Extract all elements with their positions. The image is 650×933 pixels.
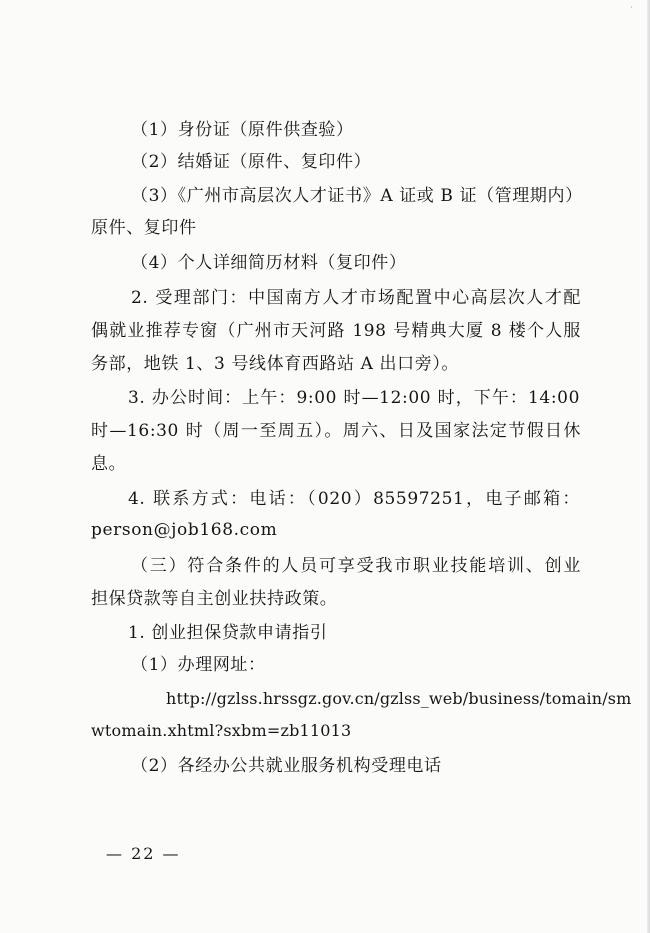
document-line-3: （3）《广州市高层次人才证书》A 证或 B 证（管理期内） (131, 186, 583, 206)
document-line-18: http://gzlss.hrssgz.gov.cn/gzlss_web/business/tomain/sm (166, 689, 632, 708)
document-line-19: wtomain.xhtml?sxbm=zb11013 (91, 721, 352, 740)
document-line-14: （三）符合条件的人员可享受我市职业技能培训、创业 (131, 556, 581, 576)
document-line-1: （1）身份证（原件供查验） (131, 120, 354, 140)
document-line-6: 2. 受理部门：中国南方人才市场配置中心高层次人才配 (131, 288, 581, 308)
document-line-12: 4. 联系方式：电话：（020）85597251，电子邮箱： (128, 489, 580, 509)
document-line-15: 担保贷款等自主创业扶持政策。 (91, 589, 338, 609)
document-line-10: 时—16:30 时（周一至周五）。周六、日及国家法定节假日休 (91, 421, 581, 441)
document-line-5: （4）个人详细简历材料（复印件） (131, 253, 407, 273)
document-line-11: 息。 (91, 454, 127, 474)
document-line-8: 务部，地铁 1、3 号线体育西路站 A 出口旁）。 (91, 354, 460, 374)
document-line-2: （2）结婚证（原件、复印件） (131, 152, 372, 172)
page-number: — 22 — (106, 844, 181, 863)
document-line-17: （1）办理网址： (131, 655, 266, 675)
document-line-7: 偶就业推荐专窗（广州市天河路 198 号精典大厦 8 楼个人服 (91, 321, 581, 341)
document-line-20: （2）各经办公共就业服务机构受理电话 (131, 756, 442, 776)
document-line-9: 3. 办公时间：上午：9:00 时—12:00 时，下午：14:00 (128, 388, 580, 408)
document-line-4: 原件、复印件 (91, 218, 197, 238)
document-line-16: 1. 创业担保贷款申请指引 (128, 623, 328, 643)
document-line-13: person@job168.com (91, 520, 278, 540)
